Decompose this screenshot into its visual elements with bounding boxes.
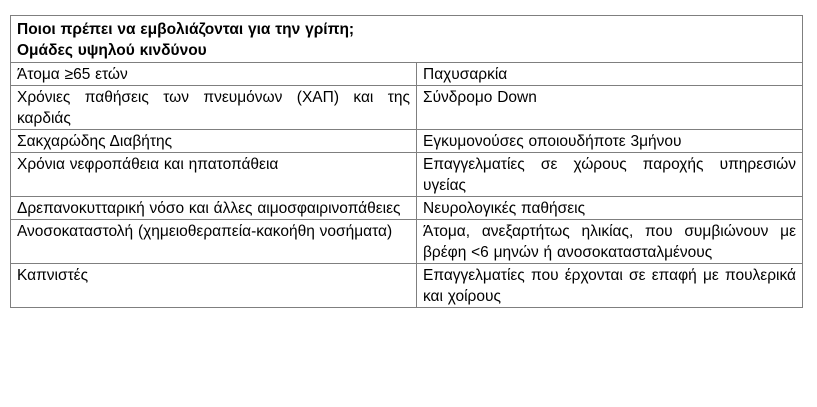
- risk-group-cell: Ανοσοκαταστολή (χημειοθεραπεία-κακοήθη νοσήματα): [11, 220, 417, 264]
- table-row: [11, 130, 803, 153]
- risk-group-cell: Εγκυμονούσες οποιουδήποτε 3μήνου: [417, 130, 803, 153]
- risk-group-cell: Άτομα, ανεξαρτήτως ηλικίας, που συμβιώνουν με βρέφη <6 μηνών ή ανοσοκατασταλμένους: [417, 220, 803, 264]
- risk-group-cell: Χρόνια νεφροπάθεια και ηπατοπάθεια: [11, 153, 417, 197]
- table-row: [11, 153, 803, 197]
- risk-group-cell: Άτομα ≥65 ετών: [11, 63, 417, 86]
- table-row: [11, 86, 803, 130]
- table-row: [11, 220, 803, 264]
- table-title-question: Ποιοι πρέπει να εμβολιάζονται για την γρίπη;: [17, 21, 355, 38]
- risk-group-cell: Δρεπανοκυτταρική νόσο και άλλες αιμοσφαιρινοπάθειες: [11, 197, 417, 220]
- risk-group-cell: Επαγγελματίες που έρχονται σε επαφή με πουλερικά και χοίρους: [417, 264, 803, 308]
- risk-group-cell: Παχυσαρκία: [417, 63, 803, 86]
- risk-group-cell: Επαγγελματίες σε χώρους παροχής υπηρεσιών υγείας: [417, 153, 803, 197]
- table-row: [11, 63, 803, 86]
- high-risk-groups-table: [10, 15, 803, 308]
- table-row: [11, 264, 803, 308]
- risk-group-cell: Σύνδρομο Down: [417, 86, 803, 130]
- table-title-subheading: Ομάδες υψηλού κινδύνου: [17, 42, 207, 59]
- table-title: [11, 16, 803, 63]
- risk-group-cell: Καπνιστές: [11, 264, 417, 308]
- risk-group-cell: Σακχαρώδης Διαβήτης: [11, 130, 417, 153]
- risk-group-cell: Χρόνιες παθήσεις των πνευμόνων (ΧΑΠ) και της καρδιάς: [11, 86, 417, 130]
- table-row: [11, 197, 803, 220]
- table-title-row: [11, 16, 803, 63]
- risk-group-cell: Νευρολογικές παθήσεις: [417, 197, 803, 220]
